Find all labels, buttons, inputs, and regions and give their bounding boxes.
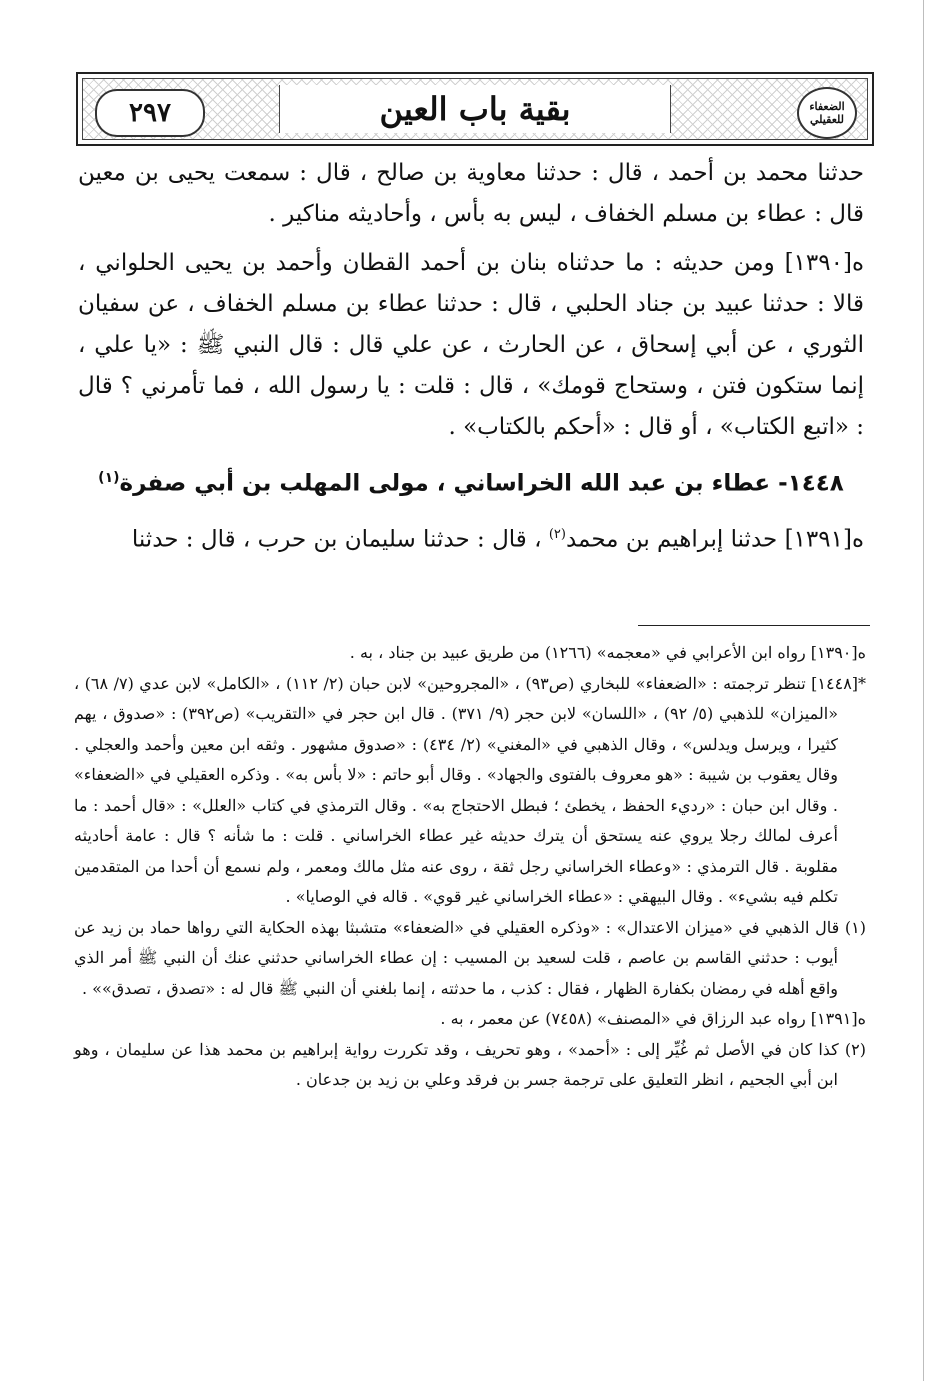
running-title: بقية باب العين (379, 90, 571, 128)
hadith-1391 (78, 514, 864, 561)
entry-heading-text: ١٤٤٨- عطاء بن عبد الله الخراساني ، مولى المهلب بن أبي صفرة (119, 470, 844, 497)
book-emblem-text: الضعفاء للعقيلي (809, 100, 845, 126)
hadith-1390 (78, 243, 864, 448)
footnote-1390: ه[١٣٩٠] رواه ابن الأعرابي في «معجمه» (١٢٦٦) من طريق عبيد بن جناد ، به . (349, 643, 866, 662)
main-text (78, 153, 864, 560)
footnote-1448: *[١٤٤٨] تنظر ترجمته : «الضعفاء» للبخاري (ص٩٣) ، «المجروحين» لابن حبان (٢/ ١١٢) ، «الكامل» لابن عدي (٧/ ٦٨) ، «الميزان» للذهبي (٥/ ٩٢) ، «اللسان» لابن حجر (٩/ ٣٧١) . قال ابن حجر في «التقريب» (ص٣٩٢) : «صدوق ، يهم كثيرا ، ويرسل ويدلس» ، وقال الذهبي في «المغني» (٢/ ٤٣٤) : «صدوق مشهور . وثقه ابن معين وأحمد والعجلي . وقال يعقوب بن شيبة : «هو معروف بالفتوى والجهاد» . وقال أبو حاتم : «لا بأس به» . وذكره العقيلي في «الضعفاء» . وقال ابن حبان : «رديء الحفظ ، يخطئ ؛ فبطل الاحتجاج به» . وقال الترمذي في كتاب «العلل» : «قال أحمد : ما أعرف لمالك رجلا يروي عنه يستحق أن يترك حديثه غير عطاء الخراساني . قلت : ما شأنه ؟ قال : عامة أحاديثه مقلوبة . قال الترمذي : «وعطاء الخراساني رجل ثقة ، روى عنه مثل مالك ومعمر ، ولم نسمع أن أحدا من المتقدمين تكلم فيه بشيء» . وقال البيهقي : «عطاء الخراساني غير قوي» . قاله في الوصايا» . (74, 673, 867, 906)
hadith-text-a: حدثنا إبراهيم بن محمد (565, 526, 778, 553)
hadith-text-b: ، قال : حدثنا سليمان بن حرب ، قال : حدثنا (131, 526, 542, 553)
footnote-2: (٢) كذا كان في الأصل ثم غُيِّر إلى : «أحمد» ، وهو تحريف ، وقد تكررت رواية إبراهيم بن محمد هذا عن سليمان ، وهو ابن أبي الجحيم ، انظر التعليق على ترجمة جسر بن فرقد وعلي بن زيد بن جدعان . (74, 1039, 866, 1089)
page-header (76, 72, 874, 146)
header-title-panel (279, 85, 671, 133)
page-number: ٢٩٧ (129, 98, 171, 128)
hadith-number: ه[١٣٩٠] (784, 250, 864, 276)
footnote-separator (638, 625, 870, 626)
footnote-1391: ه[١٣٩١] رواه عبد الرزاق في «المصنف» (٧٤٥٨) عن معمر ، به . (440, 1009, 866, 1028)
footnote-ref: (٢) (548, 526, 566, 542)
footnotes (74, 638, 866, 1096)
header-ornament (82, 78, 868, 140)
page-edge-line (923, 0, 924, 1381)
entry-heading-footnote-ref: (١) (98, 470, 120, 486)
hadith-text: ومن حديثه : ما حدثناه بنان بن أحمد القطان وأحمد بن يحيى الحلواني ، قالا : حدثنا عبيد بن جناد الحلبي ، قال : حدثنا عطاء بن مسلم الخفاف ، عن سفيان الثوري ، عن أبي إسحاق ، عن الحارث ، عن علي قال : قال النبي ﷺ : «يا علي ، إنما ستكون فتن ، وستحاج قومك» ، قال : قلت : يا رسول الله ، فما تأمرني ؟ قال : «اتبع الكتاب» ، أو قال : «أحكم بالكتاب» . (78, 250, 864, 440)
book-emblem (797, 87, 857, 139)
footnote-1: (١) قال الذهبي في «ميزان الاعتدال» : «وذكره العقيلي في «الضعفاء» متشبثا بهذه الحكاية التي رواها حماد بن زيد عن أيوب : حدثني القاسم بن عاصم ، قلت لسعيد بن المسيب : إن عطاء الخراساني حدثني عنك أن النبي ﷺ أمر الذي واقع أهله في رمضان بكفارة الظهار ، فقال : كذب ، ما حدثته ، إنما بلغني أن النبي ﷺ قال له : «تصدق ، تصدق»» . (74, 917, 867, 998)
paragraph-continuation: حدثنا محمد بن أحمد ، قال : حدثنا معاوية بن صالح ، قال : سمعت يحيى بن معين قال : عطاء بن مسلم الخفاف ، ليس به بأس ، وأحاديثه مناكير . (78, 160, 864, 227)
entry-heading-1448 (78, 456, 864, 506)
page-number-badge (95, 89, 205, 137)
hadith-number: ه[١٣٩١] (784, 526, 864, 553)
